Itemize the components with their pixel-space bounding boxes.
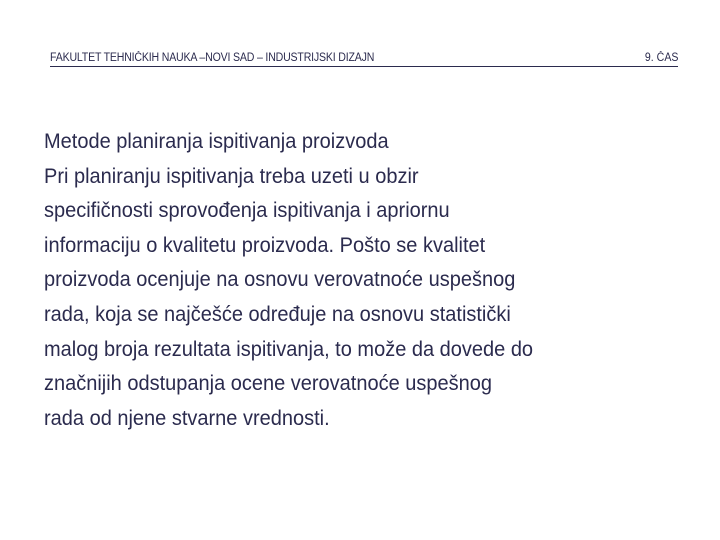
body-text-line: specifičnosti sprovođenja ispitivanja i apriornu	[44, 198, 450, 223]
body-text-line: rada, koja se najčešće određuje na osnovu statistički	[44, 301, 511, 326]
header-lesson-number: 9. ČAS	[644, 52, 678, 64]
body-text-line: malog broja rezultata ispitivanja, to može da dovede do	[44, 336, 534, 361]
slide-body	[44, 124, 684, 435]
body-title-line: Metode planiranja ispitivanja proizvoda	[44, 129, 389, 153]
body-text-line: značnijih odstupanja ocene verovatnoće uspešnog	[44, 371, 492, 396]
body-text-line: Pri planiranju ispitivanja treba uzeti u obzir	[44, 163, 419, 188]
body-text-line: rada od njene stvarne vrednosti.	[44, 405, 330, 430]
header-institution-text: FAKULTET TEHNIČKIH NAUKA –NOVI SAD – INDUSTRIJSKI DIZAJN	[50, 52, 375, 64]
slide-header	[50, 46, 678, 67]
body-text-line: proizvoda ocenjuje na osnovu verovatnoće uspešnog	[44, 267, 516, 292]
body-text-line: informaciju o kvalitetu proizvoda. Pošto se kvalitet	[44, 232, 486, 257]
